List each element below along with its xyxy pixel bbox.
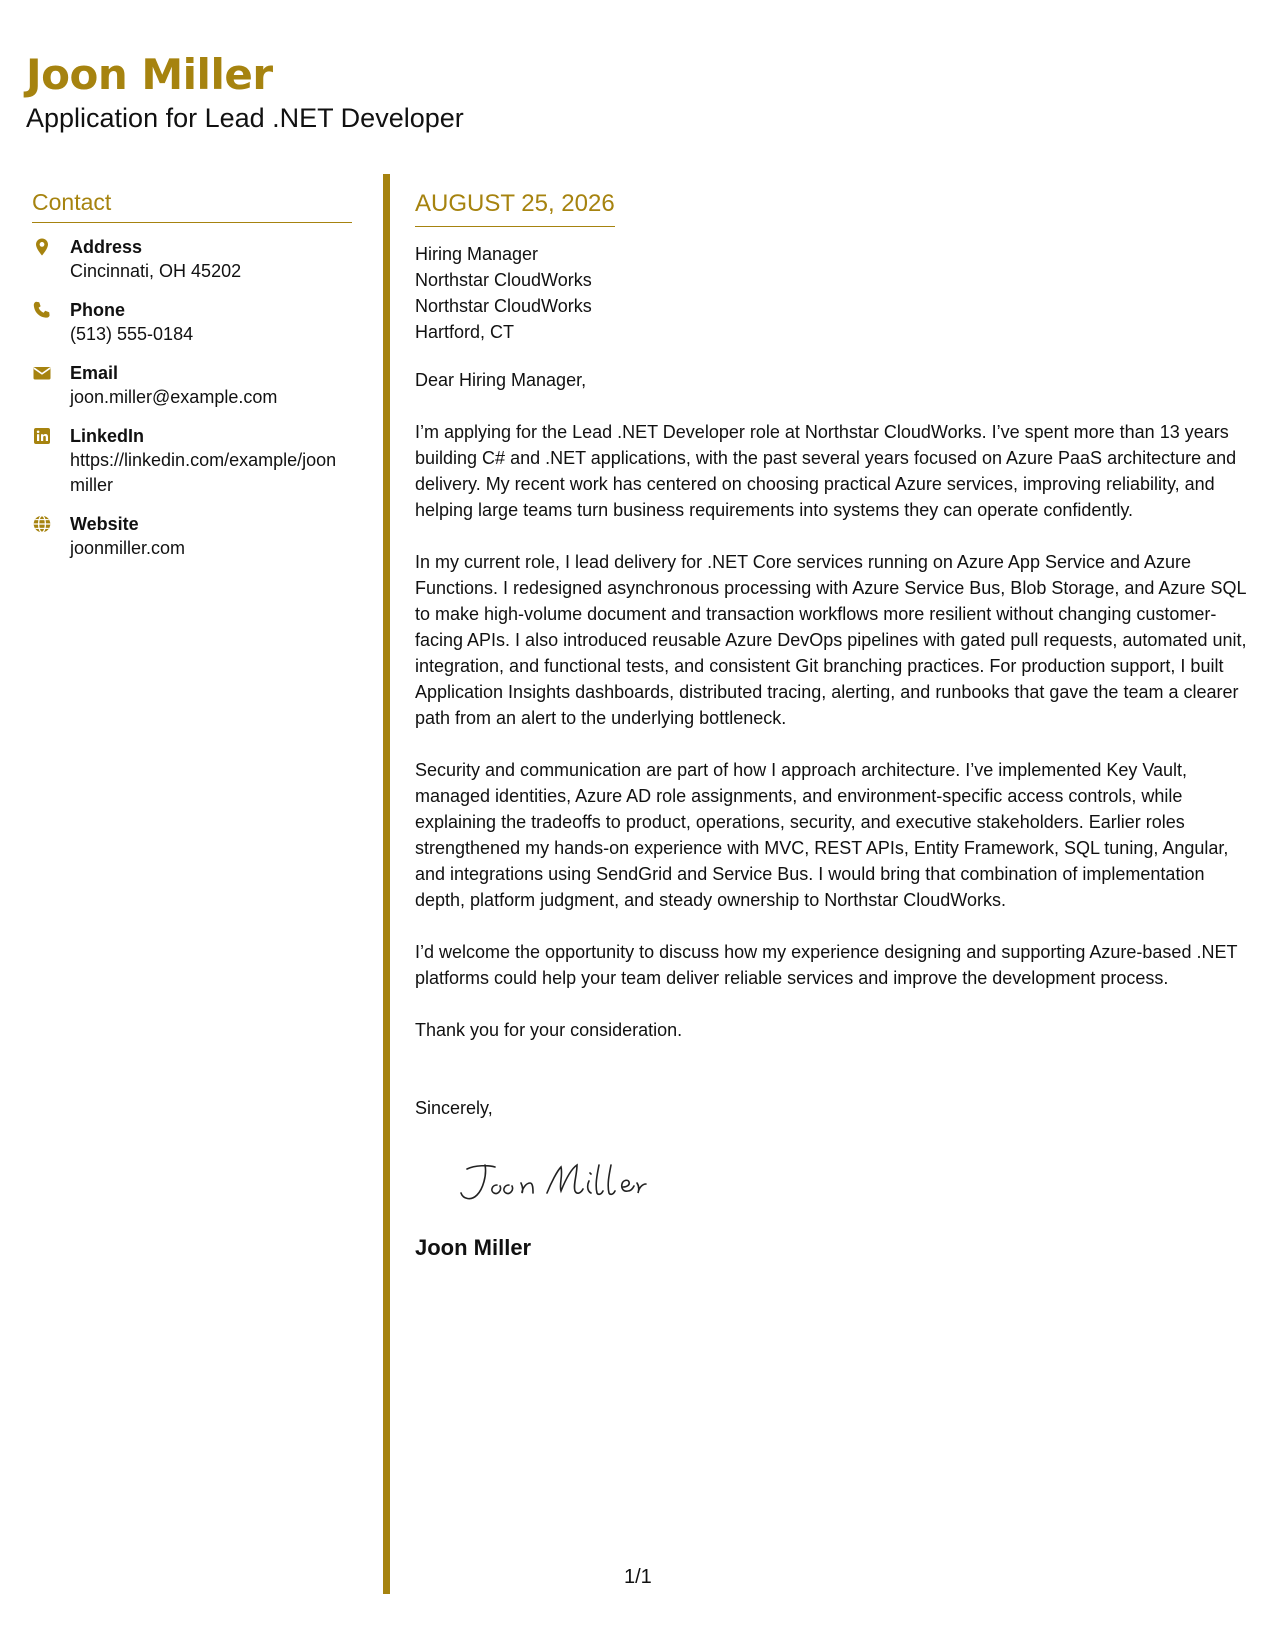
contact-item-phone	[32, 298, 352, 347]
recipient-line: Hiring Manager	[415, 244, 539, 264]
letter-body	[415, 188, 1255, 1262]
contact-list	[32, 235, 352, 561]
envelope-icon	[32, 363, 52, 383]
address-value: Cincinnati, OH 45202	[70, 261, 242, 281]
contact-heading: Contact	[32, 188, 352, 223]
phone-value[interactable]: (513) 555-0184	[70, 324, 194, 344]
signer-name: Joon Miller	[415, 1235, 532, 1260]
body-paragraph: I’m applying for the Lead .NET Developer role at Northstar CloudWorks. I’ve spent more than 13 years building C# and .NET applications, with the past several years focused on Azure PaaS architecture and delivery. My recent work has centered on choosing practical Azure services, improving reliability, and helping large teams turn business requirements into systems they can operate confidently.	[415, 422, 1237, 520]
application-subtitle: Application for Lead .NET Developer	[26, 103, 464, 133]
page-number: 1/1	[624, 1566, 652, 1588]
contact-sidebar	[32, 188, 352, 575]
map-pin-icon	[32, 237, 52, 257]
applicant-name: Joon Miller	[26, 50, 273, 99]
closing: Sincerely,	[415, 1098, 493, 1118]
recipient-block	[415, 241, 1255, 345]
salutation: Dear Hiring Manager,	[415, 370, 587, 390]
body-paragraph: I’d welcome the opportunity to discuss how my experience designing and supporting Azure-based .NET platforms could help your team deliver reliable services and improve the development process.	[415, 942, 1238, 988]
linkedin-icon	[32, 426, 52, 446]
email-value[interactable]: joon.miller@example.com	[70, 387, 278, 407]
linkedin-value[interactable]: https://linkedin.com/example/joonmiller	[70, 450, 337, 495]
contact-label: Phone	[70, 300, 126, 320]
handwritten-signature	[451, 1151, 671, 1211]
recipient-line: Hartford, CT	[415, 322, 515, 342]
globe-icon	[32, 514, 52, 534]
contact-label: Website	[70, 514, 139, 534]
vertical-divider	[383, 174, 390, 1594]
body-paragraph: In my current role, I lead delivery for .NET Core services running on Azure App Service and Azure Functions. I redesigned asynchronous processing with Azure Service Bus, Blob Storage, and Azure SQL to make high-volume document and transaction workflows more resilient without changing customer-facing APIs. I also introduced reusable Azure DevOps pipelines with gated pull requests, automated unit, integration, and functional tests, and consistent Git branching practices. For production support, I built Application Insights dashboards, distributed tracing, alerting, and runbooks that gave the team a clearer path from an alert to the underlying bottleneck.	[415, 552, 1247, 728]
contact-label: Address	[70, 237, 143, 257]
contact-label: Email	[70, 363, 119, 383]
contact-item-linkedin	[32, 424, 352, 498]
recipient-line: Northstar CloudWorks	[415, 296, 592, 316]
body-paragraph: Security and communication are part of how I approach architecture. I’ve implemented Key Vault, managed identities, Azure AD role assignments, and environment-specific access controls, while explaining the tradeoffs to product, operations, security, and executive stakeholders. Earlier roles strengthened my hands-on experience with MVC, REST APIs, Entity Framework, SQL tuning, Angular, and integrations using SendGrid and Service Bus. I would bring that combination of implementation depth, platform judgment, and steady ownership to Northstar CloudWorks.	[415, 760, 1229, 910]
letter-header	[26, 46, 464, 134]
phone-icon	[32, 300, 52, 320]
contact-item-email	[32, 361, 352, 410]
contact-label: LinkedIn	[70, 426, 145, 446]
body-paragraph: Thank you for your consideration.	[415, 1020, 683, 1040]
contact-item-website	[32, 512, 352, 561]
letter-date: AUGUST 25, 2026	[415, 188, 615, 227]
contact-item-address	[32, 235, 352, 284]
website-value[interactable]: joonmiller.com	[70, 538, 186, 558]
recipient-line: Northstar CloudWorks	[415, 270, 592, 290]
